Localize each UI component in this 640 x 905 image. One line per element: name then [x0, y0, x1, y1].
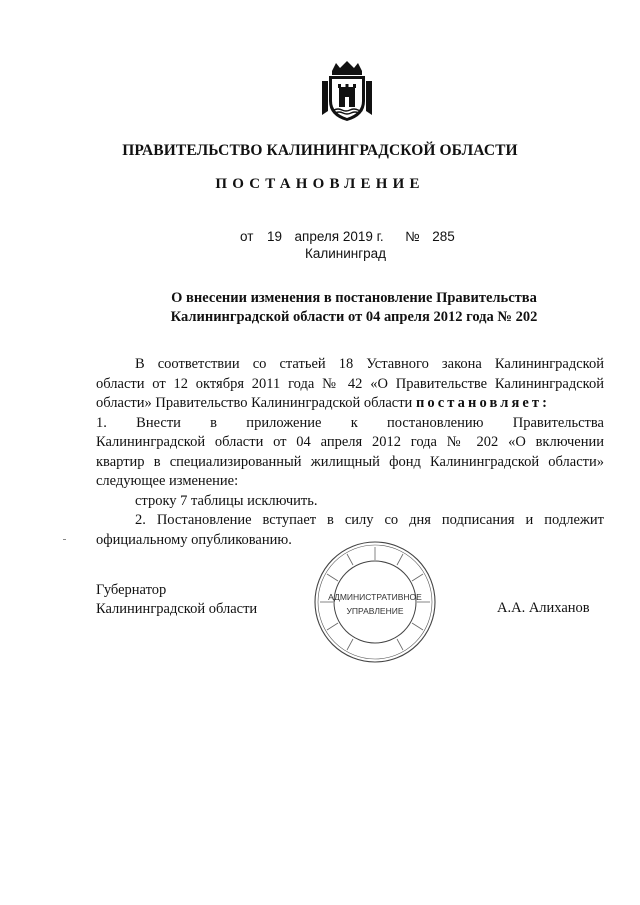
margin-mark	[63, 539, 66, 540]
item-1-line-2: Калининградской области от 04 апреля 2012 года № 202 «О включении	[96, 434, 604, 450]
item-1-detail-line: строку 7 таблицы исключить.	[135, 492, 318, 509]
preamble-line-2: области от 12 октября 2011 года № 42 «О Правительстве Калининградской	[96, 375, 604, 392]
stamp-center-line-1: АДМИНИСТРАТИВНОЕ	[328, 592, 422, 602]
document-number: 285	[432, 229, 455, 244]
city: Калининград	[305, 246, 387, 261]
paragraph-preamble	[96, 355, 604, 414]
document-subject	[100, 289, 608, 327]
item-1-line-4: следующее изменение:	[96, 473, 239, 489]
signatory-name: А.А. Алиханов	[497, 600, 590, 616]
date-prefix: от	[240, 229, 254, 244]
date-number-line	[240, 229, 455, 244]
preamble-line-3	[96, 394, 604, 414]
official-stamp	[311, 538, 439, 666]
document-type: ПОСТАНОВЛЕНИЕ	[215, 176, 425, 192]
item-2-line-1: 2. Постановление вступает в силу со дня подписания и подлежит	[135, 512, 604, 528]
signatory-title	[96, 581, 257, 619]
subject-line-1: О внесении изменения в постановление Правительства	[171, 290, 537, 306]
preamble-line-1: В соответствии со статьей 18 Уставного закона Калининградской	[135, 356, 604, 372]
stamp-center-line-2: УПРАВЛЕНИЕ	[346, 606, 404, 616]
document-body	[96, 355, 604, 550]
signatory-title-line-2: Калининградской области	[96, 601, 258, 617]
subject-line-2: Калининградской области от 04 апреля 2012 года № 202	[170, 309, 538, 325]
item-1-line-3: квартир в специализированный жилищный фонд Калининградской области»	[96, 453, 604, 470]
paragraph-item-1	[96, 414, 604, 492]
resolves-keyword: постановляет:	[415, 395, 551, 411]
paragraph-item-1-detail	[96, 492, 604, 512]
preamble-line-3-text: области» Правительство Калининградской области	[96, 395, 413, 411]
item-1-line-1: 1. Внести в приложение к постановлению Правительства	[96, 414, 604, 431]
signatory-title-line-1: Губернатор	[96, 582, 167, 598]
date-day: 19	[266, 229, 282, 244]
item-2-line-2: официальному опубликованию.	[96, 531, 292, 548]
number-sign: №	[405, 229, 420, 244]
date-month-year: апреля 2019 г.	[294, 229, 384, 244]
government-title: ПРАВИТЕЛЬСТВО КАЛИНИНГРАДСКОЙ ОБЛАСТИ	[122, 142, 518, 159]
coat-of-arms-emblem	[318, 61, 376, 123]
